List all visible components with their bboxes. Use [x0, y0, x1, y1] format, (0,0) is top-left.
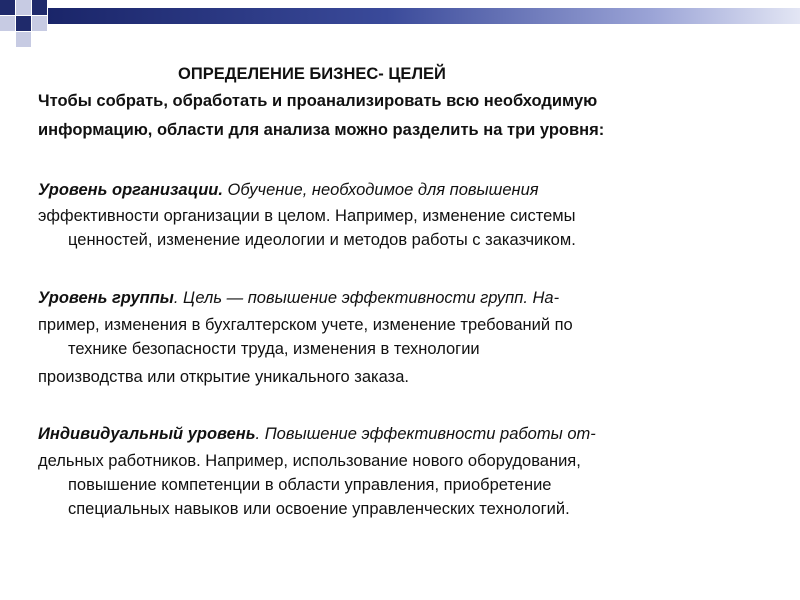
level-individual-name: Индивидуальный уровень [38, 425, 256, 443]
level-organization-text: эффективности организации в целом. Например, изменение системы [38, 207, 576, 225]
level-organization-name: Уровень организации. [38, 181, 223, 199]
level-group-name: Уровень группы [38, 289, 174, 307]
decor-square [16, 0, 31, 15]
decor-square [16, 16, 31, 31]
level-group-text: пример, изменения в бухгалтерском учете, изменение требований по [38, 316, 573, 334]
decor-square [32, 16, 47, 31]
decor-square [16, 32, 31, 47]
intro-line-2: информацию, области для анализа можно разделить на три уровня: [38, 121, 605, 139]
decor-square [32, 0, 47, 15]
level-group-heading [38, 288, 559, 308]
level-organization-heading [38, 180, 539, 200]
level-individual-goal: . Повышение эффективности работы от- [255, 425, 596, 443]
level-group-goal: . Цель — повышение эффективности групп. На- [173, 289, 560, 307]
level-organization-goal: Обучение, необходимое для повышения [222, 181, 539, 199]
level-individual-text: специальных навыков или освоение управленческих технологий. [68, 500, 570, 518]
level-group-text: производства или открытие уникального заказа. [38, 368, 409, 386]
level-individual-text: дельных работников. Например, использование нового оборудования, [38, 452, 581, 470]
intro-line-1: Чтобы собрать, обработать и проанализировать всю необходимую [38, 92, 598, 110]
page-title: ОПРЕДЕЛЕНИЕ БИЗНЕС- ЦЕЛЕЙ [178, 65, 446, 83]
decor-square [0, 16, 15, 31]
level-group-text: технике безопасности труда, изменения в технологии [68, 340, 480, 358]
decor-square [0, 0, 15, 15]
level-individual-heading [38, 424, 596, 444]
level-organization-text: ценностей, изменение идеологии и методов работы с заказчиком. [68, 231, 576, 249]
level-individual-text: повышение компетенции в области управления, приобретение [68, 476, 552, 494]
header-gradient-bar [48, 8, 800, 24]
